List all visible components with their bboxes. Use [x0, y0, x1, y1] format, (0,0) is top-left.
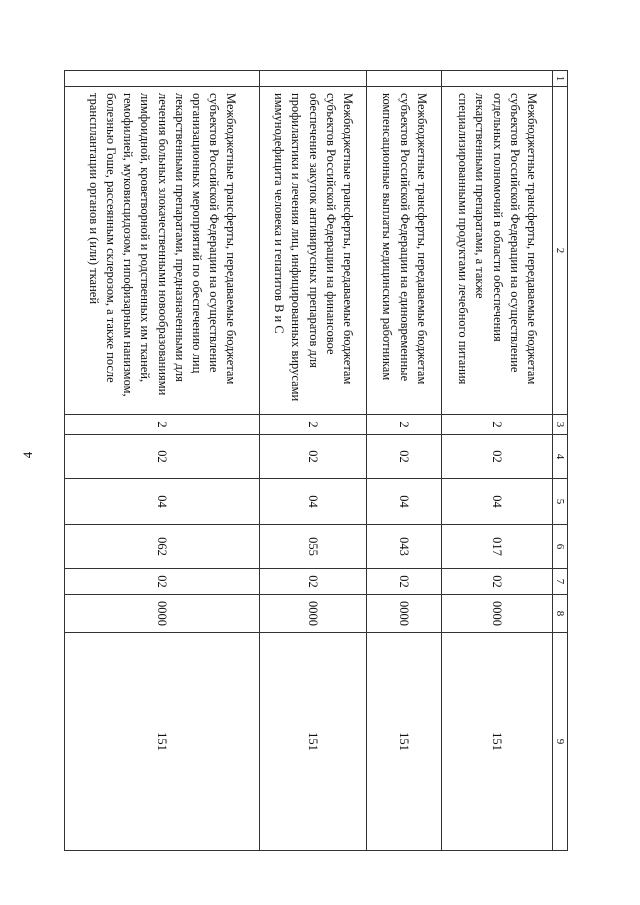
code-col9: 151 — [65, 633, 260, 851]
column-number: 9 — [553, 633, 568, 851]
row-cell-col1 — [367, 71, 442, 87]
page-number: 4 — [20, 451, 35, 459]
code-col4: 02 — [65, 435, 260, 479]
table-row — [442, 71, 553, 851]
code-col8: 0000 — [442, 595, 553, 633]
code-col4: 02 — [260, 435, 367, 479]
code-col3: 2 — [65, 415, 260, 435]
table-row — [260, 71, 367, 851]
budget-classification-table — [64, 70, 568, 851]
column-number: 3 — [553, 415, 568, 435]
table-row — [367, 71, 442, 851]
row-cell-col1 — [260, 71, 367, 87]
code-col3: 2 — [260, 415, 367, 435]
code-col7: 02 — [65, 569, 260, 595]
row-cell-col1 — [442, 71, 553, 87]
code-col5: 04 — [260, 479, 367, 525]
code-col5: 04 — [367, 479, 442, 525]
rotated-table-container — [66, 70, 568, 850]
code-col6: 043 — [367, 525, 442, 569]
column-number-row — [553, 71, 568, 851]
code-col9: 151 — [367, 633, 442, 851]
code-col3: 2 — [442, 415, 553, 435]
code-col6: 017 — [442, 525, 553, 569]
transfer-description: Межбюджетные трансферты, передаваемые бюджетам субъектов Российской Федерации на единовременные компенсационные выплаты медицинским работникам — [367, 87, 442, 415]
code-col7: 02 — [260, 569, 367, 595]
code-col4: 02 — [367, 435, 442, 479]
column-number: 6 — [553, 525, 568, 569]
column-number: 5 — [553, 479, 568, 525]
code-col8: 0000 — [260, 595, 367, 633]
column-number: 7 — [553, 569, 568, 595]
column-number: 2 — [553, 87, 568, 415]
code-col5: 04 — [442, 479, 553, 525]
code-col9: 151 — [260, 633, 367, 851]
row-cell-col1 — [65, 71, 260, 87]
column-number: 1 — [553, 71, 568, 87]
code-col7: 02 — [367, 569, 442, 595]
code-col8: 0000 — [65, 595, 260, 633]
transfer-description: Межбюджетные трансферты, передаваемые бюджетам субъектов Российской Федерации на финансовое обеспечение закупок антивирусных препаратов для профилактики и лечения лиц, инфицированных вирусами иммунодефицита человека и гепатитов В и С — [260, 87, 367, 415]
code-col6: 062 — [65, 525, 260, 569]
code-col5: 04 — [65, 479, 260, 525]
code-col8: 0000 — [367, 595, 442, 633]
table-row — [65, 71, 260, 851]
code-col9: 151 — [442, 633, 553, 851]
code-col3: 2 — [367, 415, 442, 435]
column-number: 8 — [553, 595, 568, 633]
transfer-description: Межбюджетные трансферты, передаваемые бюджетам субъектов Российской Федерации на осуществление отдельных полномочий в области обеспечения лекарственными препаратами, а также специализированными продуктами лечебного питания — [442, 87, 553, 415]
code-col4: 02 — [442, 435, 553, 479]
code-col7: 02 — [442, 569, 553, 595]
transfer-description: Межбюджетные трансферты, передаваемые бюджетам субъектов Российской Федерации на осуществление организационных мероприятий по обеспечению лиц лекарственными препаратами, предназначенными для лечения больных злокачественными новообразованиями лимфоидной, кроветворной и родственных им тканей, гемофилией, муковисцидозом, гипофизарным нанизмом, болезнью Гоше, рассеянным склерозом, а также после трансплантации органов и (или) тканей — [65, 87, 260, 415]
column-number: 4 — [553, 435, 568, 479]
code-col6: 055 — [260, 525, 367, 569]
